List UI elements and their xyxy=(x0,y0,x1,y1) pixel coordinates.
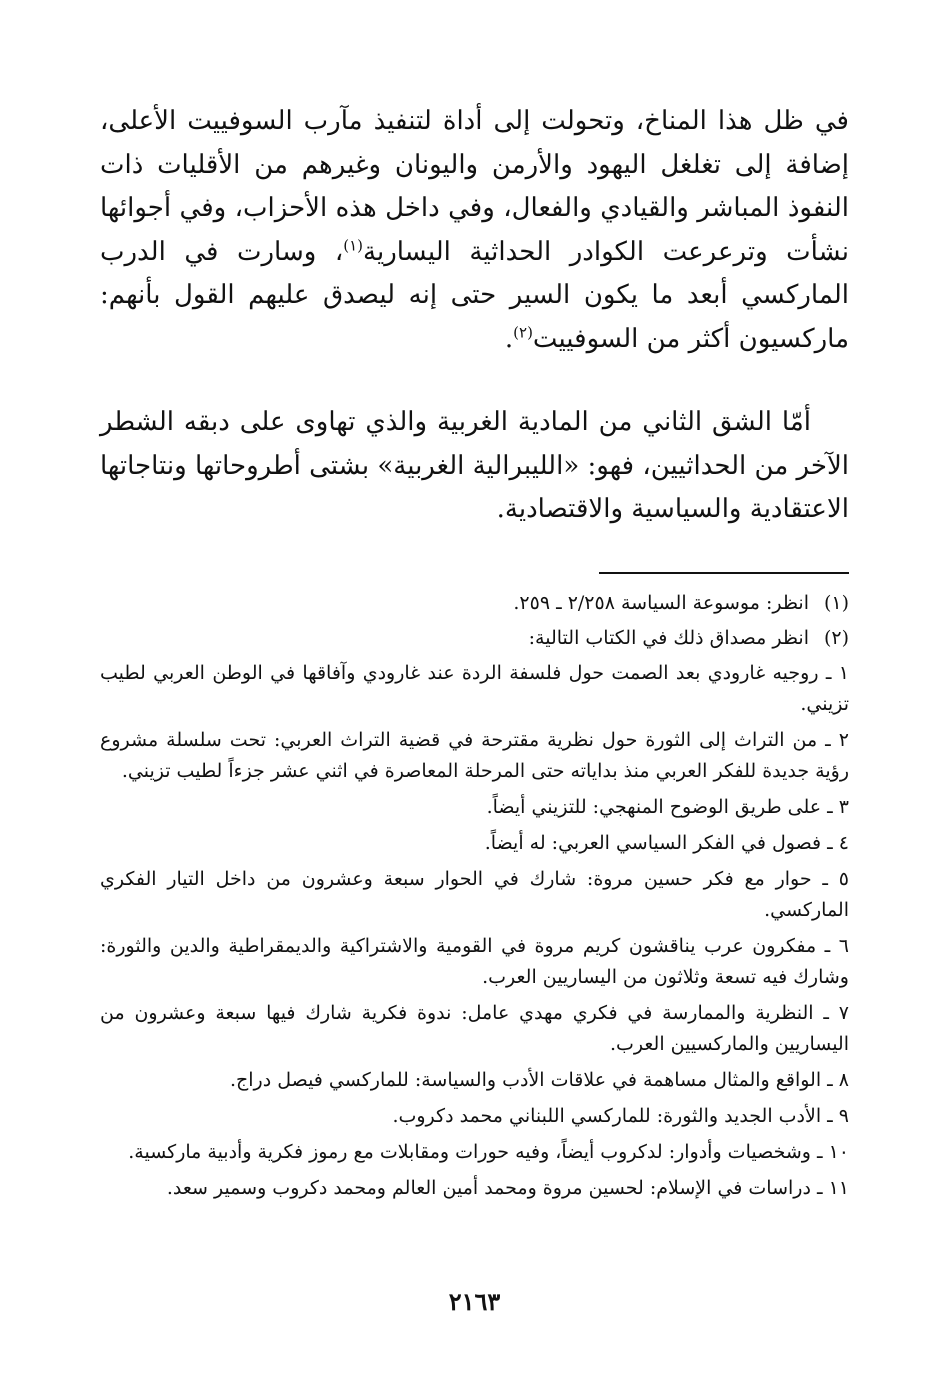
paragraph-1-text-c: . xyxy=(504,323,514,354)
footnote-ref-2: (٢) xyxy=(513,322,533,341)
reference-item-10: ١٠ ـ وشخصيات وأدوار: لدكروب أيضاً، وفيه حورات ومقابلات مع رموز فكرية وأدبية ماركسية. xyxy=(128,1140,849,1163)
footnote-ref-1: (١) xyxy=(343,235,364,254)
footnote-1-number: (١) xyxy=(823,591,849,614)
footnote-2-number: (٢) xyxy=(823,626,849,649)
footnote-separator xyxy=(599,572,849,574)
page-number: ٢١٦٣ xyxy=(448,1287,501,1316)
footnote-2-text: انظر مصداق ذلك في الكتاب التالية: xyxy=(528,626,809,649)
footnotes-section xyxy=(100,588,849,1204)
paragraph-spacer xyxy=(100,361,849,401)
reference-item-8: ٨ ـ الواقع والمثال مساهمة في علاقات الأدب والسياسة: للماركسي فيصل دراج. xyxy=(229,1068,849,1091)
footnote-1 xyxy=(100,588,849,619)
paragraph-1-text-a: في ظل هذا المناخ، وتحولت إلى أداة لتنفيذ مآرب السوفييت الأعلى، إضافة إلى تغلغل اليهود والأرمن واليونان وغيرهم من الأقليات ذات النفوذ المباشر والقيادي والفعال، وفي داخل هذه الأحزاب، وفي أجوائها نشأت وترعرعت الكوادر الحداثية اليسارية xyxy=(100,106,849,267)
paragraph-1-text-b: ، وسارت في الدرب الماركسي أبعد ما يكون السير حتى إنه ليصدق عليهم القول بأنهم: ماركسيون أكثر من السوفييت xyxy=(100,236,849,354)
footnote-2 xyxy=(100,623,849,654)
reference-item-11: ١١ ـ دراسات في الإسلام: لحسين مروة ومحمد أمين العالم ومحمد دكروب وسمير سعد. xyxy=(166,1176,849,1199)
paragraph-2: أمّا الشق الثاني من المادية الغربية والذي تهاوى على دبقه الشطر الآخر من الحداثيين، فهو: «الليبرالية الغربية» بشتى أطروحاتها ونتاجاتها الاعتقادية والسياسية والاقتصادية. xyxy=(99,407,849,524)
footnote-1-text: انظر: موسوعة السياسة ٢/٢٥٨ ـ ٢٥٩. xyxy=(513,591,809,614)
reference-item-2: ٢ ـ من التراث إلى الثورة حول نظرية مقترحة في قضية التراث العربي: تحت سلسلة مشروع رؤية جديدة للفكر العربي منذ بداياته حتى المرحلة المعاصرة في اثني عشر جزءاً لطيب تزيني. xyxy=(100,728,849,782)
reference-item-9: ٩ ـ الأدب الجديد والثورة: للماركسي اللبناني محمد دكروب. xyxy=(392,1104,849,1127)
paragraph-1 xyxy=(100,100,849,361)
reference-item-3: ٣ ـ على طريق الوضوح المنهجي: للتزيني أيضاً. xyxy=(486,795,849,818)
reference-item-1: ١ ـ روجيه غارودي بعد الصمت حول فلسفة الردة عند غارودي وآفاقها في الوطن العربي لطيب تزيني. xyxy=(100,661,849,715)
reference-item-5: ٥ ـ حوار مع فكر حسين مروة: شارك في الحوار سبعة وعشرون من داخل التيار الفكري الماركسي. xyxy=(100,867,849,921)
reference-item-6: ٦ ـ مفكرون عرب يناقشون كريم مروة في القومية والاشتراكية والديمقراطية والدين والثورة: وشارك فيه تسعة وثلاثون من اليساريين العرب. xyxy=(100,934,849,988)
reference-item-4: ٤ ـ فصول في الفكر السياسي العربي: له أيضاً. xyxy=(484,831,849,854)
reference-item-7: ٧ ـ النظرية والممارسة في فكري مهدي عامل: ندوة فكرية شارك فيها سبعة وعشرون من اليساريين والماركسيين العرب. xyxy=(100,1001,849,1055)
